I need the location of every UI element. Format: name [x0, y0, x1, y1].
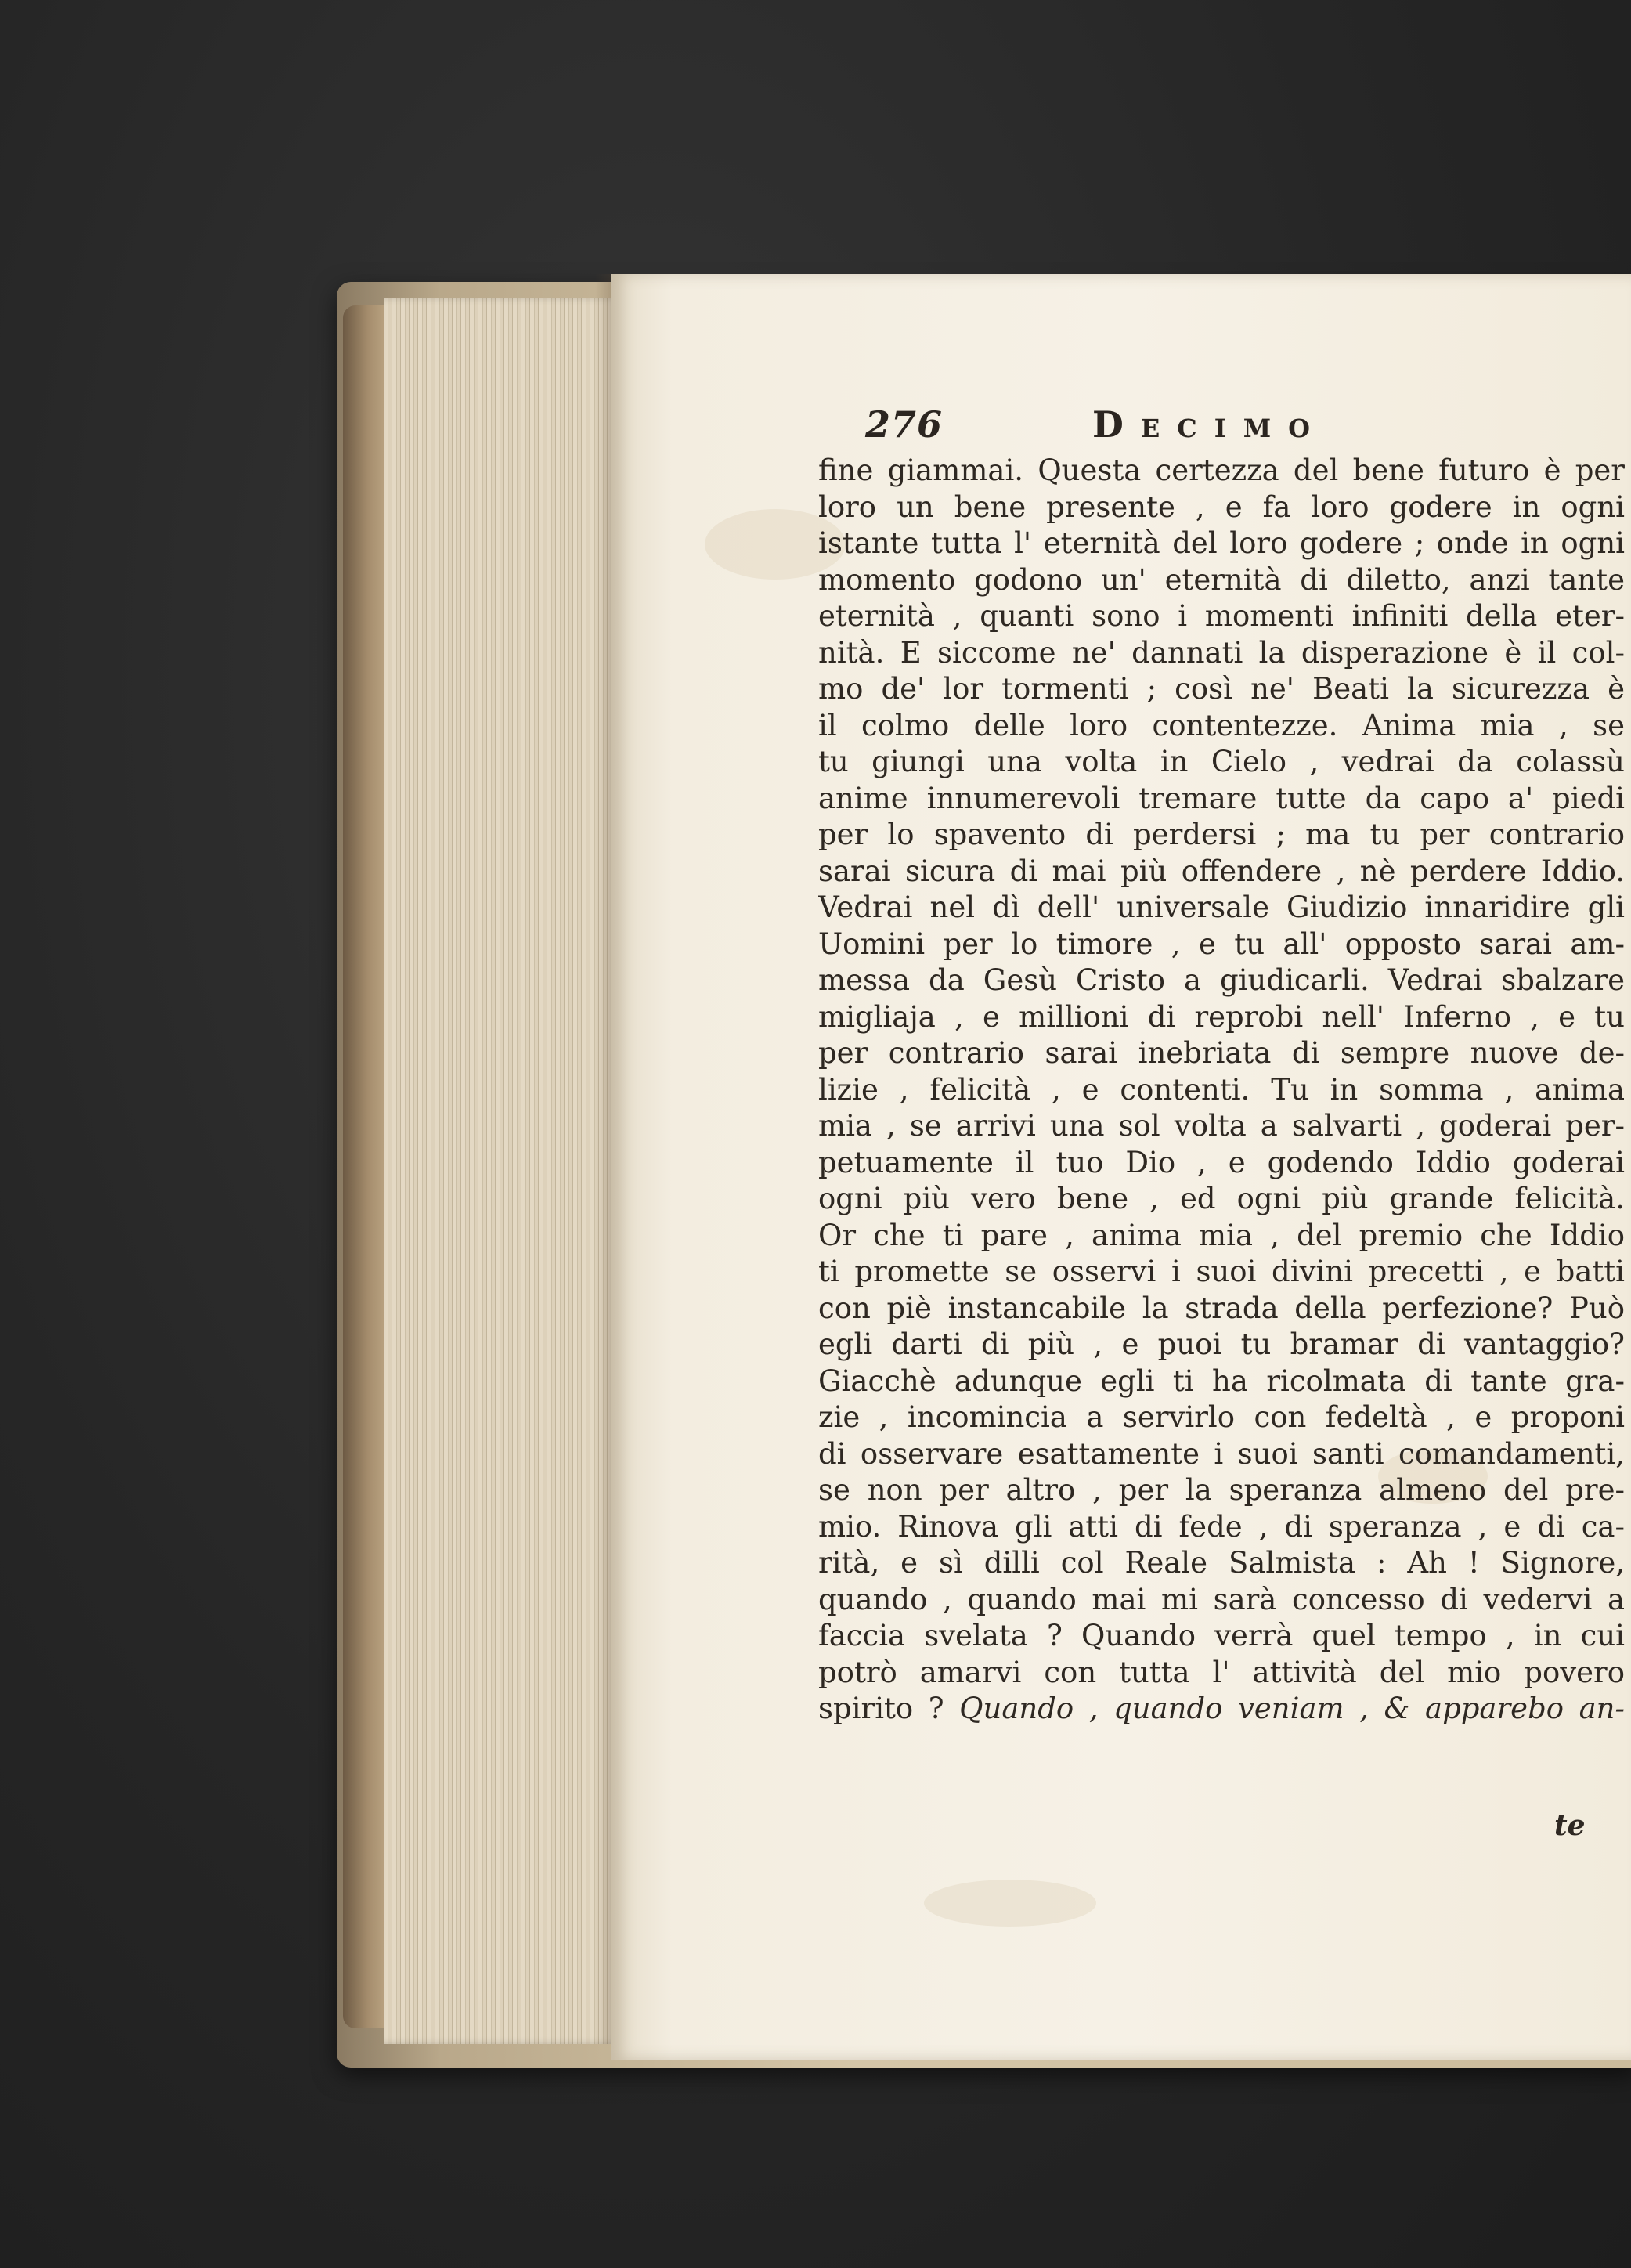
page-text [818, 453, 1631, 1728]
text-line: con piè instancabile la strada della perfezione? Può [818, 1291, 1625, 1325]
page-stain [924, 1880, 1096, 1927]
text-line: ogni più vero bene , ed ogni più grande felicità. [818, 1182, 1625, 1215]
text-line: messa da Gesù Cristo a giudicarli. Vedrai sbalzare [818, 963, 1625, 997]
text-line: petuamente il tuo Dio , e godendo Iddio goderai [818, 1145, 1625, 1179]
text-line: anime innumerevoli tremare tutte da capo a' piedi [818, 781, 1625, 815]
text-line: mo de' lor tormenti ; così ne' Beati la sicurezza è [818, 672, 1625, 706]
text-line: di osservare esattamente i suoi santi comandamenti, [818, 1436, 1625, 1471]
text-line: mio. Rinova gli atti di fede , di speranza , e di ca- [818, 1509, 1625, 1544]
text-line: istante tutta l' eternità del loro godere ; onde in ogni [818, 526, 1625, 560]
page-number: 276 [865, 403, 944, 446]
text-line: il colmo delle loro contentezze. Anima mia , se [818, 708, 1625, 742]
running-head: Decimo [1092, 403, 1328, 446]
text-line: zie , incomincia a servirlo con fedeltà , e proponi [818, 1400, 1625, 1434]
text-line: Or che ti pare , anima mia , del premio che Iddio [818, 1218, 1625, 1252]
text-line: momento godono un' eternità di diletto, anzi tante [818, 562, 1625, 597]
text-line: sarai sicura di mai più offendere , nè perdere Iddio. [818, 854, 1625, 888]
text-line: migliaja , e millioni di reprobi nell' Inferno , e tu [818, 999, 1625, 1034]
text-line: Uomini per lo timore , e tu all' opposto sarai am- [818, 926, 1625, 961]
text-line: tu giungi una volta in Cielo , vedrai da colassù [818, 745, 1625, 778]
text-line: per contrario sarai inebriata di sempre nuove de- [818, 1036, 1625, 1070]
catchword: te [1554, 1809, 1586, 1842]
text-line-last [818, 1691, 1625, 1728]
text-line: potrò amarvi con tutta l' attività del mio povero [818, 1655, 1625, 1689]
text-line: loro un bene presente , e fa loro godere in ogni [818, 489, 1625, 524]
text-line-italic: Quando , quando veniam , & apparebo an- [959, 1692, 1625, 1725]
text-line-roman: spirito ? [818, 1692, 960, 1725]
text-line: se non per altro , per la speranza almeno del pre- [818, 1473, 1625, 1507]
text-line: fine giammai. Questa certezza del bene futuro è per [818, 453, 1625, 487]
text-line: Giacchè adunque egli ti ha ricolmata di tante gra- [818, 1363, 1625, 1398]
text-line: rità, e sì dilli col Reale Salmista : Ah ! Signore, [818, 1546, 1625, 1580]
text-line: per lo spavento di perdersi ; ma tu per contrario [818, 818, 1625, 851]
text-line: mia , se arrivi una sol volta a salvarti , goderai per- [818, 1109, 1625, 1143]
text-line: nità. E siccome ne' dannati la disperazione è il col- [818, 635, 1625, 670]
text-line: eternità , quanti sono i momenti infiniti della eter- [818, 599, 1625, 633]
text-line: lizie , felicità , e contenti. Tu in somma , anima [818, 1072, 1625, 1107]
page-edges [384, 298, 619, 2044]
page-header [865, 403, 1554, 458]
text-line: quando , quando mai mi sarà concesso di vedervi a [818, 1582, 1625, 1616]
text-line: egli darti di più , e puoi tu bramar di vantaggio? [818, 1327, 1625, 1361]
text-line: Vedrai nel dì dell' universale Giudizio innaridire gli [818, 890, 1625, 924]
text-line: ti promette se osservi i suoi divini precetti , e batti [818, 1255, 1625, 1288]
text-line: faccia svelata ? Quando verrà quel tempo , in cui [818, 1619, 1625, 1652]
